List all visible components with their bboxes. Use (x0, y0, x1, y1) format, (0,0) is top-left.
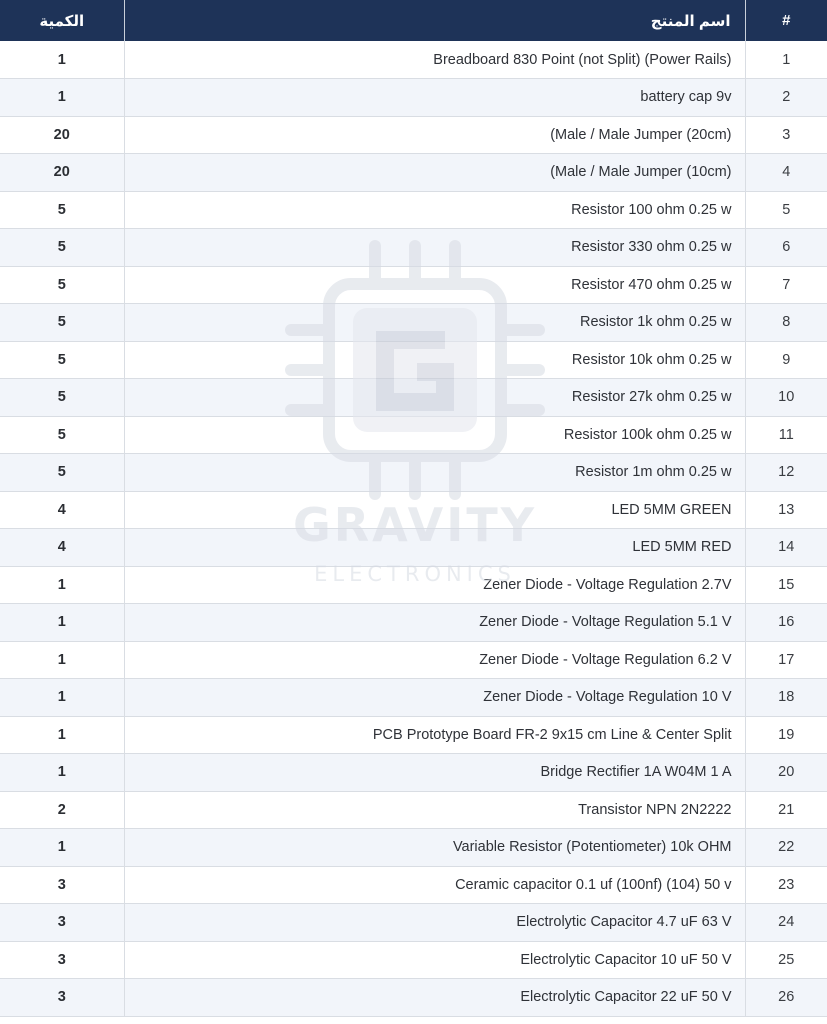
quantity-cell: 5 (0, 191, 124, 229)
row-number-cell: 11 (745, 416, 827, 454)
table-row (0, 754, 827, 792)
row-number-cell: 6 (745, 229, 827, 267)
product-name-cell: Variable Resistor (Potentiometer) 10k OHM (124, 829, 745, 867)
row-number-cell: 12 (745, 454, 827, 492)
table-row (0, 679, 827, 717)
row-number-cell: 19 (745, 716, 827, 754)
quantity-cell: 5 (0, 454, 124, 492)
product-name-cell: (Male / Male Jumper (10cm) (124, 154, 745, 192)
row-number-cell: 15 (745, 566, 827, 604)
quantity-cell: 20 (0, 154, 124, 192)
row-number-cell: 13 (745, 491, 827, 529)
table-row (0, 641, 827, 679)
quantity-cell: 20 (0, 116, 124, 154)
product-name-cell: Breadboard 830 Point (not Split) (Power Rails) (124, 41, 745, 79)
table-row (0, 191, 827, 229)
row-number-cell: 9 (745, 341, 827, 379)
table-row (0, 866, 827, 904)
table-row (0, 904, 827, 942)
row-number-cell: 20 (745, 754, 827, 792)
row-number-cell: 18 (745, 679, 827, 717)
product-name-cell: LED 5MM RED (124, 529, 745, 567)
product-name-cell: (Male / Male Jumper (20cm) (124, 116, 745, 154)
table-row (0, 116, 827, 154)
quantity-cell: 1 (0, 679, 124, 717)
row-number-cell: 22 (745, 829, 827, 867)
quantity-cell: 1 (0, 566, 124, 604)
quantity-cell: 1 (0, 79, 124, 117)
table-row (0, 229, 827, 267)
quantity-cell: 1 (0, 754, 124, 792)
product-name-cell: Ceramic capacitor 0.1 uf (100nf) (104) 50 v (124, 866, 745, 904)
row-number-cell: 7 (745, 266, 827, 304)
row-number-cell: 1 (745, 41, 827, 79)
row-number-cell: 17 (745, 641, 827, 679)
watermark-tagline: ELECTRONICS (314, 562, 516, 586)
product-name-cell: Resistor 330 ohm 0.25 w (124, 229, 745, 267)
quantity-cell: 1 (0, 641, 124, 679)
product-name-cell: Electrolytic Capacitor 4.7 uF 63 V (124, 904, 745, 942)
product-name-cell: Electrolytic Capacitor 22 uF 50 V (124, 979, 745, 1017)
column-header-number: # (745, 0, 827, 41)
table-row (0, 491, 827, 529)
quantity-cell: 5 (0, 416, 124, 454)
quantity-cell: 3 (0, 866, 124, 904)
table-row (0, 941, 827, 979)
table-row (0, 79, 827, 117)
product-name-cell: Resistor 10k ohm 0.25 w (124, 341, 745, 379)
quantity-cell: 5 (0, 304, 124, 342)
product-name-cell: Zener Diode - Voltage Regulation 6.2 V (124, 641, 745, 679)
quantity-cell: 4 (0, 529, 124, 567)
product-name-cell: Zener Diode - Voltage Regulation 10 V (124, 679, 745, 717)
row-number-cell: 3 (745, 116, 827, 154)
product-name-cell: LED 5MM GREEN (124, 491, 745, 529)
table-row (0, 304, 827, 342)
row-number-cell: 2 (745, 79, 827, 117)
quantity-cell: 1 (0, 716, 124, 754)
column-header-product-name: اسم المنتج (124, 0, 745, 41)
table-row (0, 791, 827, 829)
table-row (0, 416, 827, 454)
column-header-quantity: الكمية (0, 0, 124, 41)
table-row (0, 716, 827, 754)
product-name-cell: Bridge Rectifier 1A W04M 1 A (124, 754, 745, 792)
quantity-cell: 1 (0, 604, 124, 642)
row-number-cell: 14 (745, 529, 827, 567)
product-name-cell: Resistor 100k ohm 0.25 w (124, 416, 745, 454)
product-name-cell: Resistor 470 ohm 0.25 w (124, 266, 745, 304)
row-number-cell: 16 (745, 604, 827, 642)
quantity-cell: 5 (0, 229, 124, 267)
product-name-cell: Resistor 1k ohm 0.25 w (124, 304, 745, 342)
product-name-cell: Electrolytic Capacitor 10 uF 50 V (124, 941, 745, 979)
table-header (0, 0, 827, 41)
product-name-cell: Resistor 27k ohm 0.25 w (124, 379, 745, 417)
quantity-cell: 3 (0, 904, 124, 942)
header-row (0, 0, 827, 41)
product-name-cell: PCB Prototype Board FR-2 9x15 cm Line & Center Split (124, 716, 745, 754)
product-name-cell: battery cap 9v (124, 79, 745, 117)
row-number-cell: 26 (745, 979, 827, 1017)
watermark-brand: GRAVITY (292, 498, 538, 552)
row-number-cell: 21 (745, 791, 827, 829)
quantity-cell: 5 (0, 379, 124, 417)
table-row (0, 379, 827, 417)
table-row (0, 566, 827, 604)
quantity-cell: 1 (0, 829, 124, 867)
quantity-cell: 3 (0, 979, 124, 1017)
row-number-cell: 10 (745, 379, 827, 417)
quantity-cell: 5 (0, 341, 124, 379)
table-row (0, 454, 827, 492)
row-number-cell: 8 (745, 304, 827, 342)
product-name-cell: Zener Diode - Voltage Regulation 5.1 V (124, 604, 745, 642)
quantity-cell: 1 (0, 41, 124, 79)
table-row (0, 41, 827, 79)
table-row (0, 604, 827, 642)
row-number-cell: 23 (745, 866, 827, 904)
table-row (0, 266, 827, 304)
table-row (0, 154, 827, 192)
table-body (0, 41, 827, 1016)
row-number-cell: 5 (745, 191, 827, 229)
product-name-cell: Transistor NPN 2N2222 (124, 791, 745, 829)
row-number-cell: 25 (745, 941, 827, 979)
product-name-cell: Resistor 100 ohm 0.25 w (124, 191, 745, 229)
quantity-cell: 5 (0, 266, 124, 304)
row-number-cell: 24 (745, 904, 827, 942)
row-number-cell: 4 (745, 154, 827, 192)
table-row (0, 341, 827, 379)
quantity-cell: 2 (0, 791, 124, 829)
table-row (0, 829, 827, 867)
product-name-cell: Zener Diode - Voltage Regulation 2.7V (124, 566, 745, 604)
table-row (0, 979, 827, 1017)
quantity-cell: 3 (0, 941, 124, 979)
quantity-cell: 4 (0, 491, 124, 529)
product-name-cell: Resistor 1m ohm 0.25 w (124, 454, 745, 492)
table-row (0, 529, 827, 567)
